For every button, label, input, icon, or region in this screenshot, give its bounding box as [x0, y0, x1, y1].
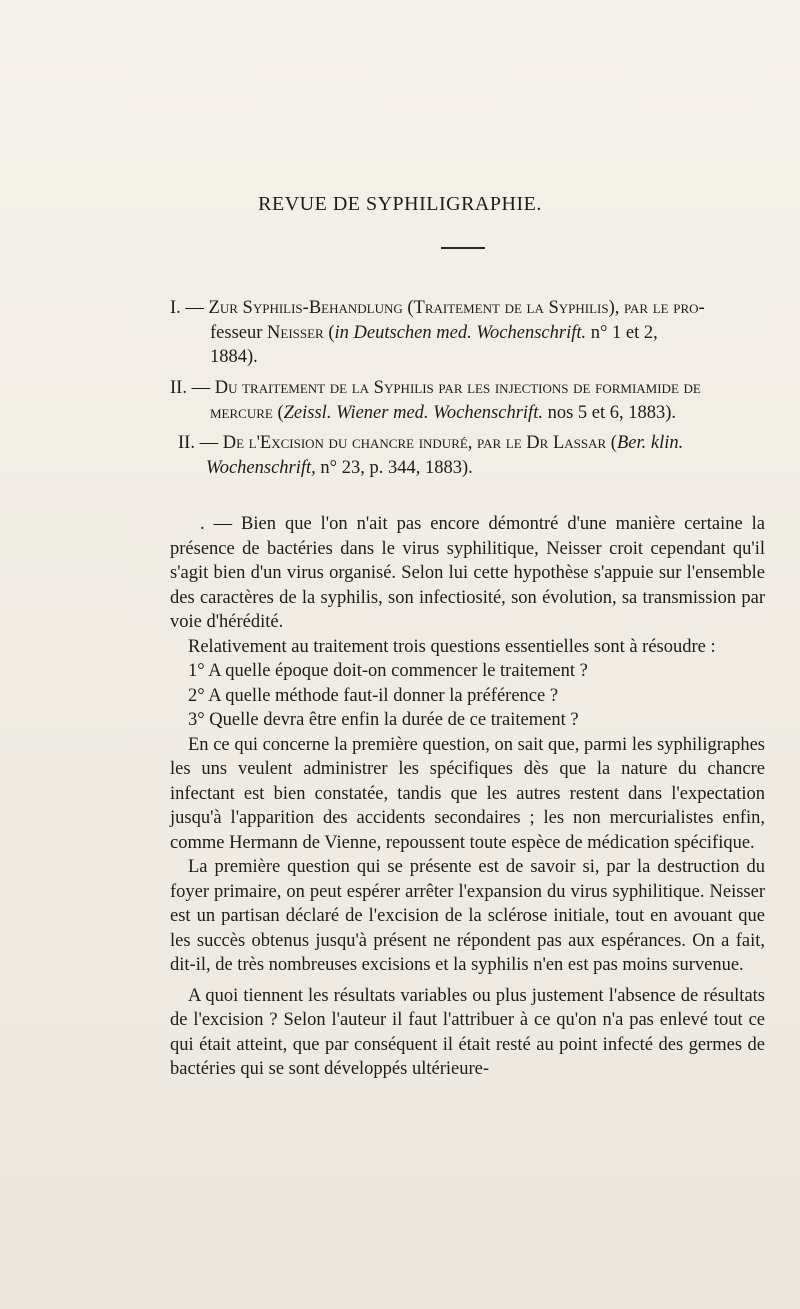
article-body [170, 512, 765, 1082]
list-item: 2° A quelle méthode faut-il donner la préférence ? [188, 685, 559, 706]
paragraph: A quoi tiennent les résultats variables ou plus justement l'absence de résultats de l'excision ? Selon l'auteur il faut l'attribuer à ce qu'on n'a pas enlevé tout ce qui était atteint, que par conséquent il était resté au point infecté des germes de bactéries qui se sont développés ultérieure- [170, 985, 765, 1079]
paragraph: En ce qui concerne la première question, on sait que, parmi les syphiligraphes les uns veulent administrer les spécifiques dès que la nature du chancre infectant est bien constatée, tandis que les autres restent dans l'expectation jusqu'à l'apparition des accidents secondaires ; les non mercurialistes enfin, comme Hermann de Vienne, repoussent toute espèce de médication spécifique. [170, 734, 765, 853]
reference-title: Zur Syphilis-Behandlung (Traitement de la Syphilis), par le pro- [203, 298, 705, 318]
reference-source: in Deutschen med. Wochenschrift. [334, 322, 587, 343]
reference-source: Zeissl. Wiener med. Wochenschrift. [283, 402, 543, 423]
reference-2: II. — Du traitement de la Syphilis par les injections de formiamide de mercure (Zeissl. Wiener med. Wochenschrift. nos 5 et 6, 1883). [170, 378, 701, 423]
paragraph: La première question qui se présente est de savoir si, par la destruction du foyer primaire, on peut espérer arrêter l'expansion du virus syphilitique. Neisser est un partisan déclaré de l'excision de la sclérose initiale, tout en avouant que les succès obtenus jusqu'à présent ne répondent pas aux espérances. On a fait, dit-il, de très nombreuses excisions et la syphilis n'en est pas moins survenue. [170, 857, 765, 975]
reference-1: I. — Zur Syphilis-Behandlung (Traitement de la Syphilis), par le pro- fesseur Neisser (in Deutschen med. Wochenschrift. n° 1 et 2, 1884). [170, 298, 705, 367]
paragraph: . — Bien que l'on n'ait pas encore démontré d'une manière certaine la présence de bactéries dans le virus syphilitique, Neisser croit cependant qu'il s'agit bien d'un virus organisé. Selon lui cette hypothèse s'appuie sur l'ensemble des caractères de la syphilis, son infectiosité, son évolution, sa transmission par voie d'hérédité. [170, 514, 765, 632]
reference-3: II. — De l'Excision du chancre induré, par le Dr Lassar (Ber. klin. Wochenschrift, n° 23, p. 344, 1883). [178, 433, 684, 478]
reference-number: II. — [178, 433, 219, 453]
reference-source: Ber. klin. [616, 433, 684, 453]
reference-author: Neisser [267, 322, 324, 343]
reference-title: De l'Excision du chancre induré, par le Dr [218, 433, 553, 453]
reference-number: II. — [170, 378, 211, 398]
reference-title: Du traitement de la Syphilis par les injections de formiamide de [210, 378, 701, 398]
reference-author: Lassar [552, 433, 607, 453]
paragraph: Relativement au traitement trois questions essentielles sont à résoudre : [188, 636, 716, 657]
page-title: REVUE DE SYPHILIGRAPHIE. [258, 193, 542, 215]
title-divider [441, 247, 485, 249]
reference-number: I. — [170, 298, 204, 318]
list-item: 3° Quelle devra être enfin la durée de ce traitement ? [188, 710, 579, 730]
list-item: 1° A quelle époque doit-on commencer le traitement ? [188, 661, 588, 681]
